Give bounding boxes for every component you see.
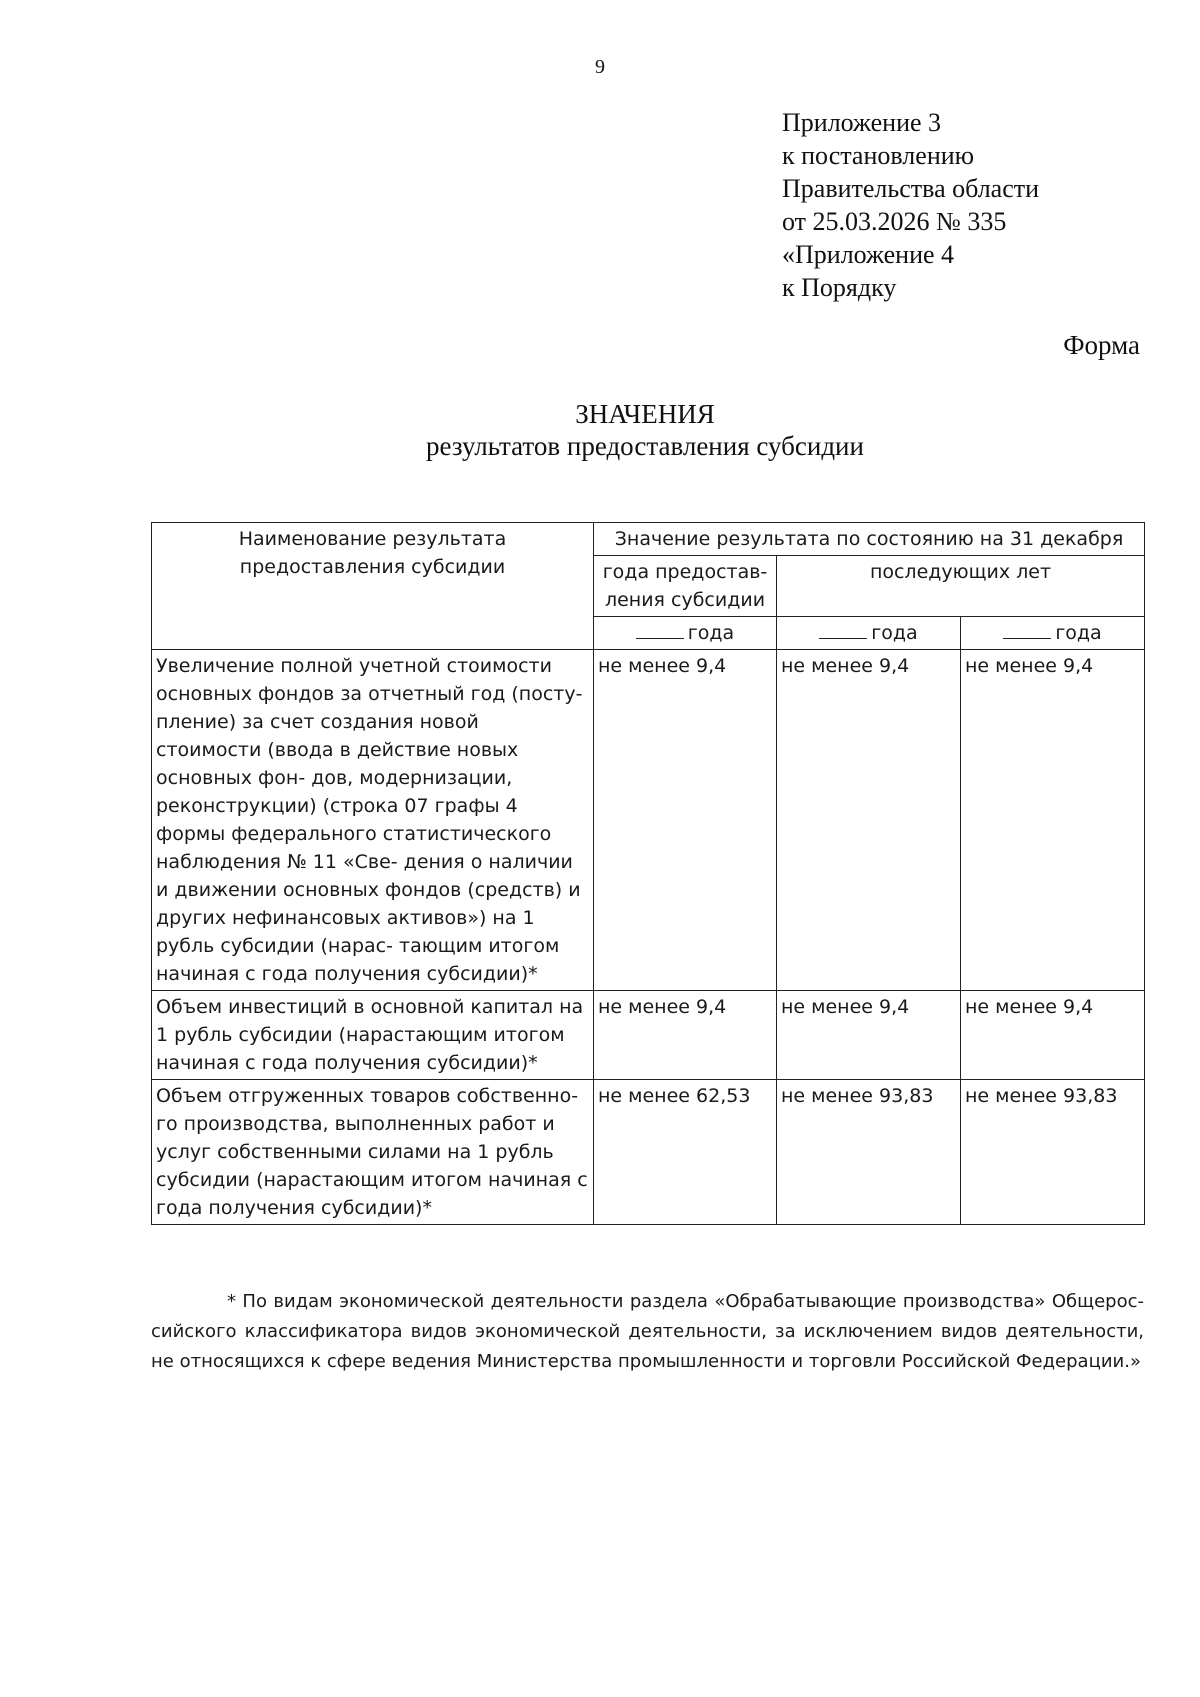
year-word: года bbox=[871, 622, 918, 644]
document-title bbox=[0, 398, 1200, 462]
footnote-text: * По видам экономической деятельности раздела «Обрабатывающие производства» Общерос- сийского классификатора видов экономической деятельности, за исключением видов деятельности, не относящихся к сфере ведения Министерства промышленности и торговли Российской Федерации.» bbox=[151, 1291, 1144, 1372]
table-header-row bbox=[152, 523, 1145, 556]
result-name-cell: Объем отгруженных товаров собственно- го производства, выполненных работ и услуг собственными силами на 1 рубль субсидии (нарастающим итогом начиная с года получения субсидии)* bbox=[152, 1080, 594, 1225]
page-number: 9 bbox=[595, 56, 605, 78]
appendix-block bbox=[782, 106, 1039, 304]
appendix-line: к Порядку bbox=[782, 273, 897, 302]
value-cell: не менее 9,4 bbox=[777, 991, 961, 1080]
appendix-line: «Приложение 4 bbox=[782, 240, 955, 269]
appendix-line: Правительства области bbox=[782, 174, 1040, 203]
header-value-group: Значение результата по состоянию на 31 декабря bbox=[594, 523, 1145, 556]
header-result-name: Наименование результата предоставления субсидии bbox=[152, 523, 594, 650]
year-blank-line bbox=[636, 620, 684, 639]
year-cell bbox=[961, 617, 1145, 650]
result-name-cell: Увеличение полной учетной стоимости основных фондов за отчетный год (посту- пление) за счет создания новой стоимости (ввода в действие новых основных фон- дов, модернизации, реконструкции) (строка 07 графы 4 формы федерального статистического наблюдения № 11 «Све- дения о наличии и движении основных фондов (средств) и других нефинансовых активов») на 1 рубль субсидии (нарас- тающим итогом начиная с года получения субсидии)* bbox=[152, 650, 594, 991]
footnote bbox=[151, 1287, 1144, 1377]
table-row bbox=[152, 991, 1145, 1080]
year-cell bbox=[777, 617, 961, 650]
form-label: Форма bbox=[1063, 330, 1140, 360]
year-word: года bbox=[1055, 622, 1102, 644]
table-row bbox=[152, 650, 1145, 991]
value-cell: не менее 9,4 bbox=[961, 991, 1145, 1080]
year-blank-line bbox=[1003, 620, 1051, 639]
header-year-of-grant: года предостав- ления субсидии bbox=[594, 556, 777, 617]
header-following-years: последующих лет bbox=[777, 556, 1145, 617]
table-row bbox=[152, 1080, 1145, 1225]
appendix-line: к постановлению bbox=[782, 141, 975, 170]
year-blank-line bbox=[819, 620, 867, 639]
value-cell: не менее 93,83 bbox=[777, 1080, 961, 1225]
value-cell: не менее 93,83 bbox=[961, 1080, 1145, 1225]
title-main: ЗНАЧЕНИЯ bbox=[575, 399, 715, 429]
year-cell bbox=[594, 617, 777, 650]
result-name-cell: Объем инвестиций в основной капитал на 1 рубль субсидии (нарастающим итогом начиная с года получения субсидии)* bbox=[152, 991, 594, 1080]
appendix-line: от 25.03.2026 № 335 bbox=[782, 207, 1007, 236]
value-cell: не менее 9,4 bbox=[961, 650, 1145, 991]
title-sub: результатов предоставления субсидии bbox=[426, 431, 864, 461]
results-table bbox=[151, 522, 1145, 1225]
appendix-line: Приложение 3 bbox=[782, 108, 942, 137]
value-cell: не менее 62,53 bbox=[594, 1080, 777, 1225]
value-cell: не менее 9,4 bbox=[594, 650, 777, 991]
value-cell: не менее 9,4 bbox=[594, 991, 777, 1080]
value-cell: не менее 9,4 bbox=[777, 650, 961, 991]
year-word: года bbox=[687, 622, 735, 644]
